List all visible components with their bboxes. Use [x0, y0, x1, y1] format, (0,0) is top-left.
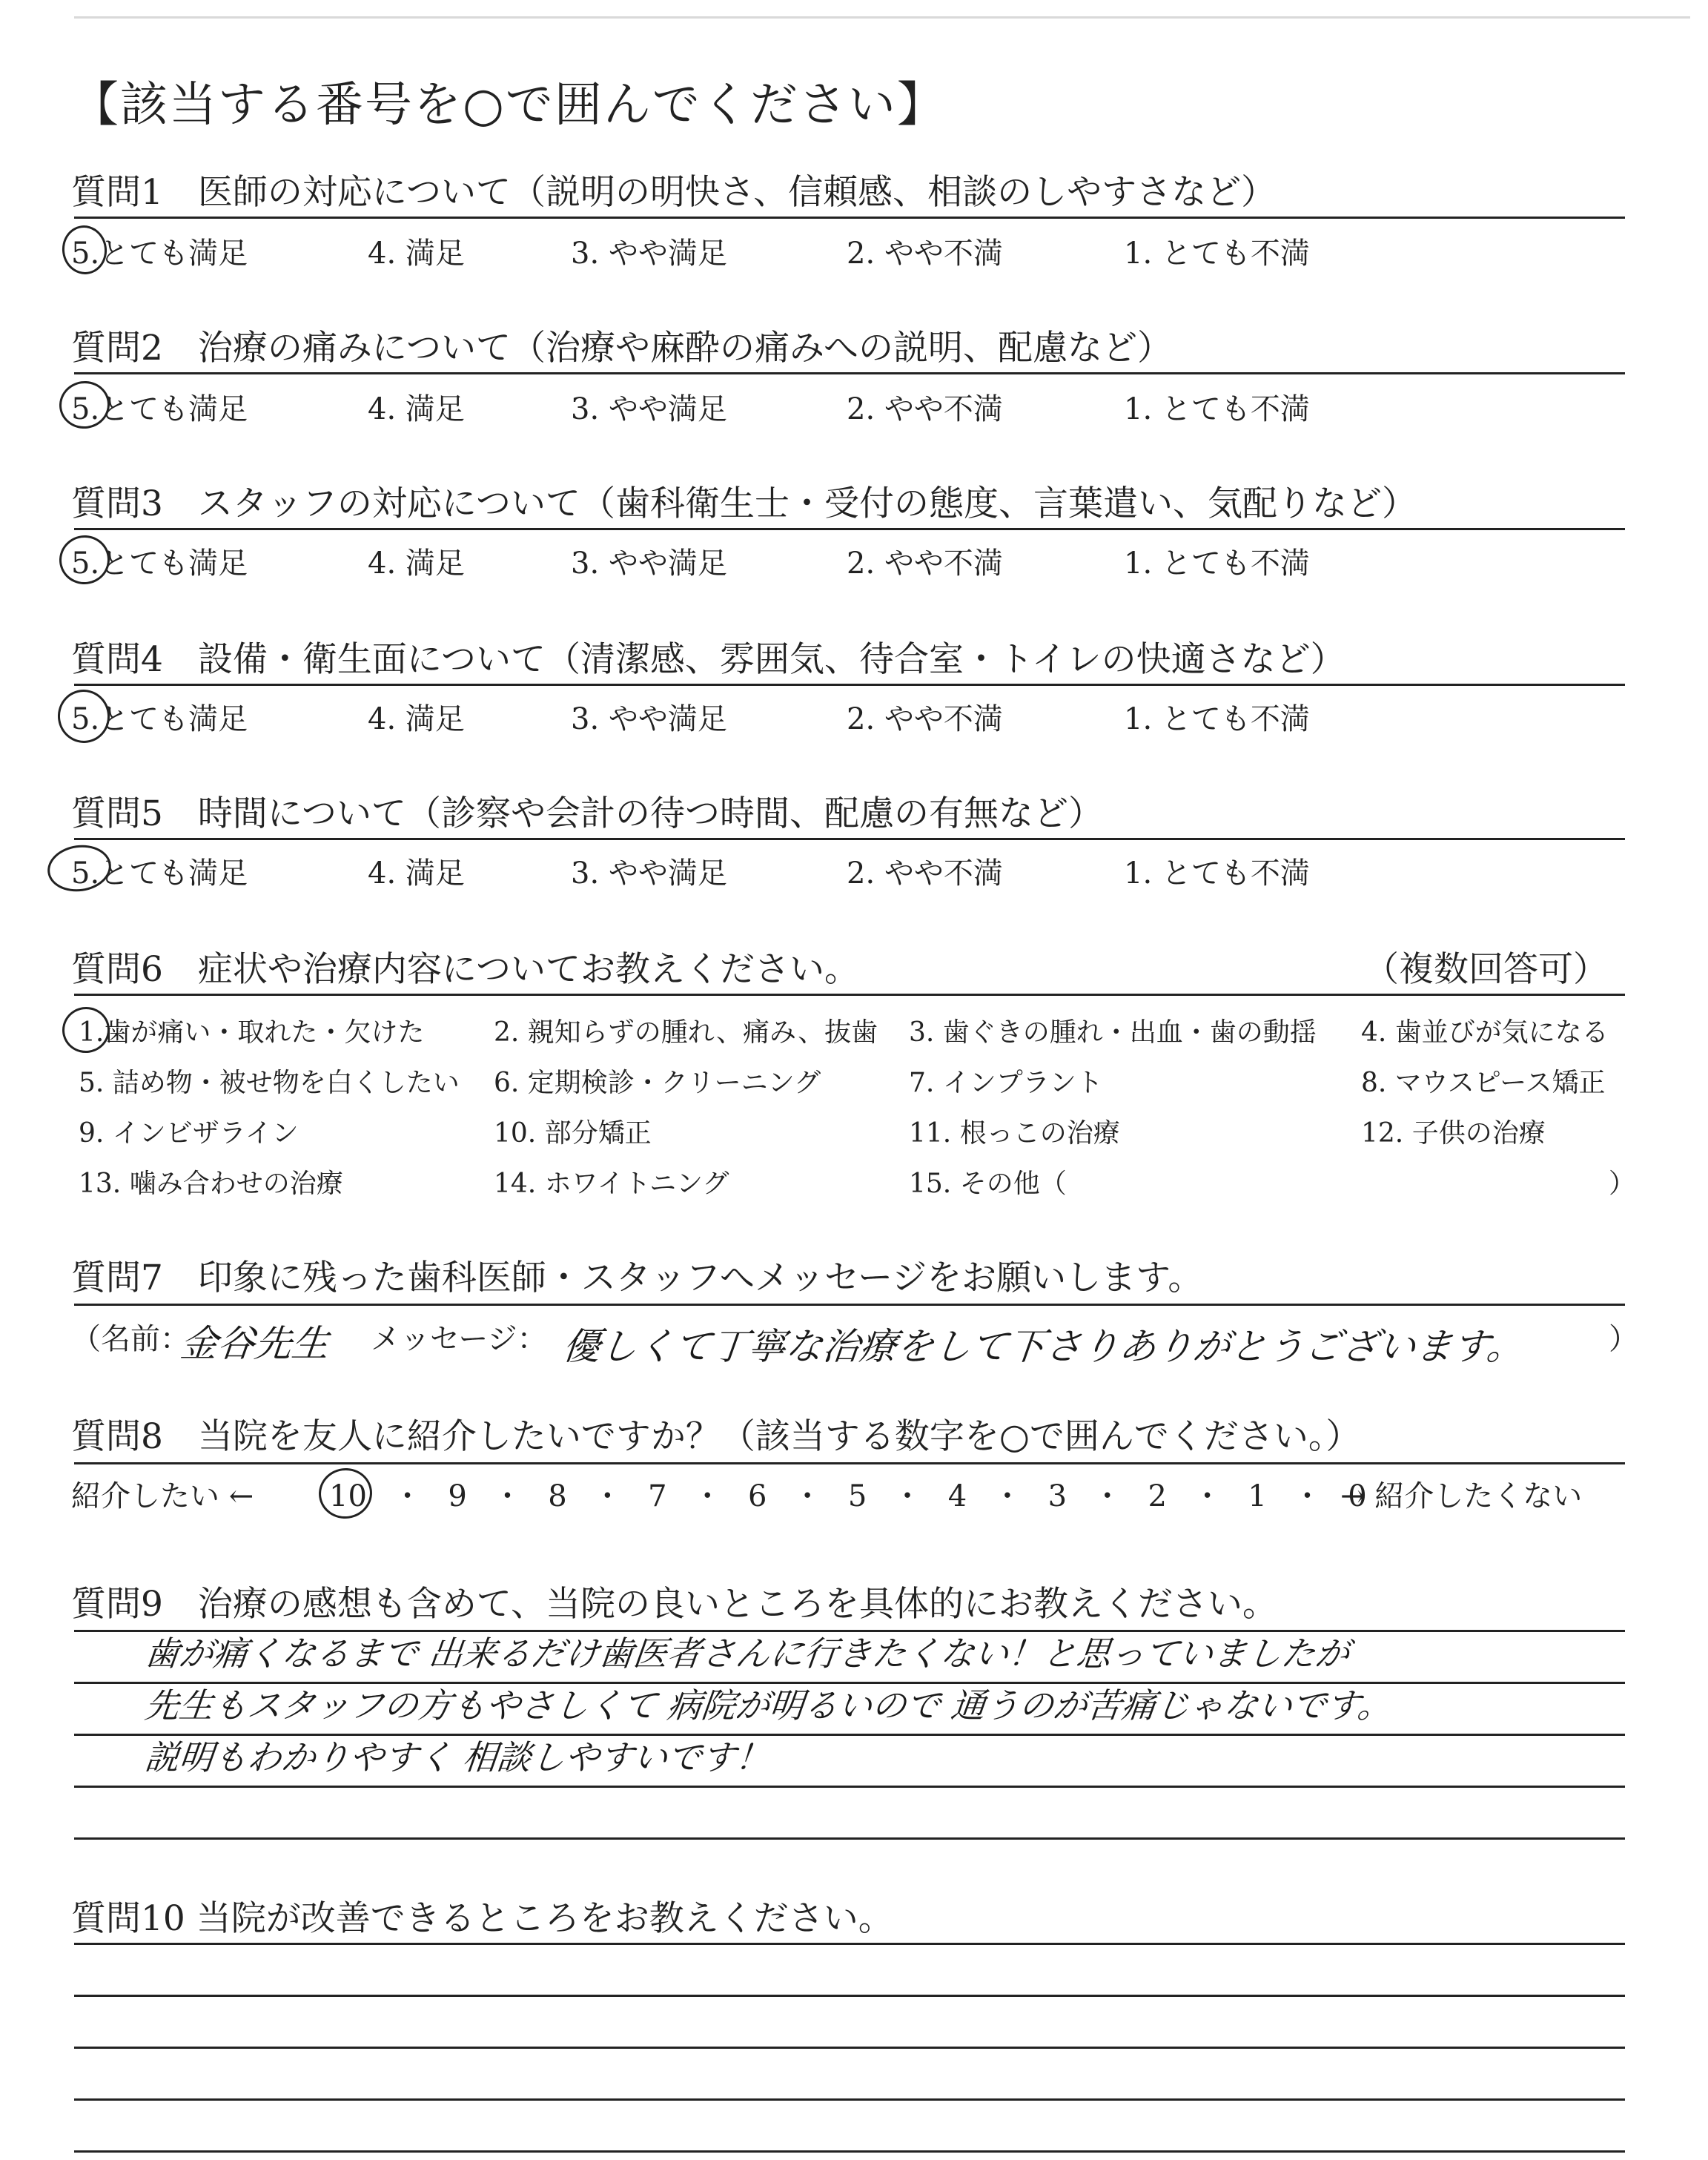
rating-option-1[interactable]: 1. とても不満 — [1124, 237, 1310, 271]
referral-scale-values[interactable]: 10 ・ 9 ・ 8 ・ 7 ・ 6 ・ 5 ・ 4 ・ 3 ・ 2 ・ 1 ・ 0 — [329, 1479, 1367, 1513]
symptom-option-3[interactable]: 3. 歯ぐきの腫れ・出血・歯の動揺 — [909, 1017, 1317, 1048]
rating-option-4[interactable]: 4. 満足 — [368, 392, 465, 426]
staff-name-value[interactable]: 金谷先生 — [178, 1322, 331, 1365]
rating-option-5[interactable]: 5.とても満足 — [71, 856, 248, 891]
rating-option-4[interactable]: 4. 満足 — [368, 237, 465, 271]
question-10-rule-5 — [74, 2150, 1625, 2153]
symptom-other-close-paren: ） — [1609, 1169, 1636, 1199]
question-6-note: （複数回答可） — [1364, 949, 1608, 990]
question-7-rule — [74, 1304, 1625, 1306]
question-4-title: 質問4 設備・衛生面について（清潔感、雰囲気、待合室・トイレの快適さなど） — [71, 639, 1345, 680]
rating-option-1[interactable]: 1. とても不満 — [1124, 856, 1310, 891]
symptom-option-2[interactable]: 2. 親知らずの腫れ、痛み、抜歯 — [494, 1017, 878, 1048]
symptom-option-11[interactable]: 11. 根っこの治療 — [909, 1118, 1120, 1149]
rating-option-5[interactable]: 5.とても満足 — [71, 392, 248, 426]
referral-right-label: → 紹介したくない — [1340, 1479, 1583, 1513]
question-3-title: 質問3 スタッフの対応について（歯科衛生士・受付の態度、言葉遣い、気配りなど） — [71, 483, 1417, 524]
question-5-rule — [74, 838, 1625, 840]
page-title: 【該当する番号を○で囲んでください】 — [71, 78, 946, 133]
question-3-rule — [74, 528, 1625, 530]
answer-line-2[interactable]: 先生もスタッフの方もやさしくて 病院が明るいので 通うのが苦痛じゃないです。 — [142, 1685, 1394, 1725]
question-8-rule — [74, 1462, 1625, 1464]
question-10-rule-2 — [74, 1995, 1625, 1997]
referral-left-label: 紹介したい ← — [71, 1479, 254, 1513]
rating-option-2[interactable]: 2. やや不満 — [847, 702, 1003, 736]
rating-option-5[interactable]: 5.とても満足 — [71, 237, 248, 271]
rating-option-1[interactable]: 1. とても不満 — [1124, 392, 1310, 426]
rating-option-2[interactable]: 2. やや不満 — [847, 856, 1003, 891]
rating-option-5[interactable]: 5.とても満足 — [71, 702, 248, 736]
symptom-option-5[interactable]: 5. 詰め物・被せ物を白くしたい — [79, 1068, 460, 1098]
rating-option-1[interactable]: 1. とても不満 — [1124, 546, 1310, 581]
symptom-option-8[interactable]: 8. マウスピース矯正 — [1361, 1068, 1606, 1098]
question-10-rule-3 — [74, 2047, 1625, 2049]
question-1-rule — [74, 217, 1625, 219]
symptom-option-1[interactable]: 1.歯が痛い・取れた・欠けた — [79, 1017, 425, 1048]
question-10-rule-1 — [74, 1943, 1625, 1945]
symptom-option-9[interactable]: 9. インビザライン — [79, 1118, 299, 1149]
message-value[interactable]: 優しくて丁寧な治療をして下さりありがとうございます。 — [560, 1325, 1526, 1368]
question-10-rule-4 — [74, 2098, 1625, 2101]
question-5-title: 質問5 時間について（診察や会計の待つ時間、配慮の有無など） — [71, 793, 1103, 834]
question-9-rule-4 — [74, 1786, 1625, 1788]
rating-option-3[interactable]: 3. やや満足 — [571, 237, 727, 271]
staff-name-label: （名前： — [71, 1322, 190, 1356]
symptom-option-12[interactable]: 12. 子供の治療 — [1361, 1118, 1546, 1149]
question-2-title: 質問2 治療の痛みについて（治療や麻酔の痛みへの説明、配慮など） — [71, 328, 1173, 369]
rating-option-3[interactable]: 3. やや満足 — [571, 392, 727, 426]
page-top-edge — [74, 16, 1690, 19]
symptom-option-15[interactable]: 15. その他（ — [909, 1169, 1067, 1199]
question-4-rule — [74, 684, 1625, 686]
rating-option-3[interactable]: 3. やや満足 — [571, 856, 727, 891]
question-7-title: 質問7 印象に残った歯科医師・スタッフへメッセージをお願いします。 — [71, 1258, 1203, 1298]
question-10-title: 質問10 当院が改善できるところをお教えください。 — [71, 1898, 893, 1939]
question-1-title: 質問1 医師の対応について（説明の明快さ、信頼感、相談のしやすさなど） — [71, 172, 1277, 213]
symptom-option-4[interactable]: 4. 歯並びが気になる — [1361, 1017, 1609, 1048]
symptom-option-14[interactable]: 14. ホワイトニング — [494, 1169, 729, 1199]
message-close-paren: ） — [1609, 1322, 1638, 1356]
rating-option-5[interactable]: 5.とても満足 — [71, 546, 248, 581]
rating-option-2[interactable]: 2. やや不満 — [847, 392, 1003, 426]
answer-line-3[interactable]: 説明もわかりやすく 相談しやすいです！ — [142, 1737, 772, 1777]
question-9-rule-5 — [74, 1837, 1625, 1840]
symptom-option-10[interactable]: 10. 部分矯正 — [494, 1118, 652, 1149]
rating-option-3[interactable]: 3. やや満足 — [571, 702, 727, 736]
message-label: メッセージ： — [371, 1322, 547, 1356]
question-9-title: 質問9 治療の感想も含めて、当院の良いところを具体的にお教えください。 — [71, 1584, 1277, 1625]
rating-option-2[interactable]: 2. やや不満 — [847, 546, 1003, 581]
question-2-rule — [74, 372, 1625, 374]
rating-option-4[interactable]: 4. 満足 — [368, 546, 465, 581]
rating-option-2[interactable]: 2. やや不満 — [847, 237, 1003, 271]
rating-option-4[interactable]: 4. 満足 — [368, 856, 465, 891]
rating-option-4[interactable]: 4. 満足 — [368, 702, 465, 736]
question-6-rule — [74, 994, 1625, 996]
symptom-option-7[interactable]: 7. インプラント — [909, 1068, 1103, 1098]
symptom-option-6[interactable]: 6. 定期検診・クリーニング — [494, 1068, 821, 1098]
symptom-option-13[interactable]: 13. 噛み合わせの治療 — [79, 1169, 343, 1199]
answer-line-1[interactable]: 歯が痛くなるまで 出来るだけ歯医者さんに行きたくない！と思っていましたが — [142, 1634, 1352, 1674]
question-8-title: 質問8 当院を友人に紹介したいですか？（該当する数字を○で囲んでください。） — [71, 1416, 1361, 1457]
rating-option-1[interactable]: 1. とても不満 — [1124, 702, 1310, 736]
question-6-title: 質問6 症状や治療内容についてお教えください。 — [71, 949, 859, 990]
rating-option-3[interactable]: 3. やや満足 — [571, 546, 727, 581]
